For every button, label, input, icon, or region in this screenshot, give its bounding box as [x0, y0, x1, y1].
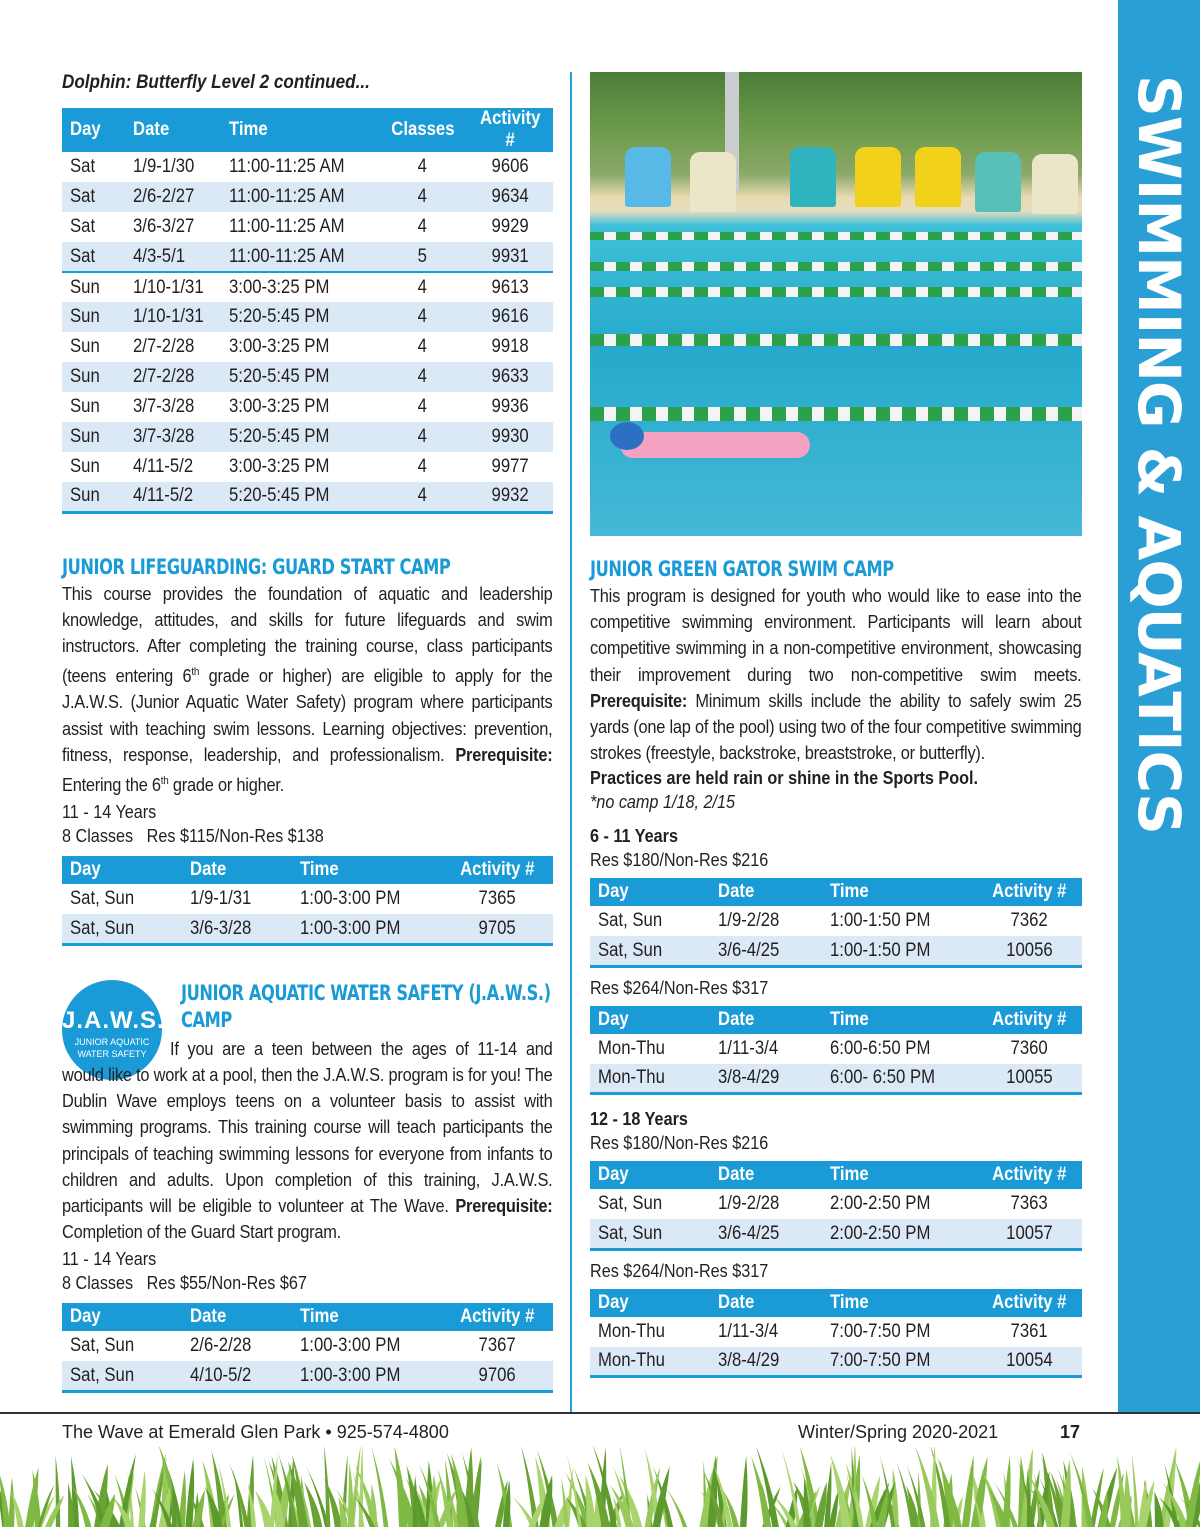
table-cell: 7367: [478, 1335, 517, 1357]
column-divider: [570, 72, 572, 1412]
table-cell: 5:20-5:45 PM: [221, 302, 378, 332]
table-cell: 3/7-3/28: [125, 422, 221, 452]
table-cell: 1:00-1:50 PM: [830, 910, 931, 932]
column-header: Activity #: [442, 856, 553, 884]
gator-no-camp: *no camp 1/18, 2/15: [590, 792, 736, 813]
column-header: Day: [590, 878, 710, 906]
table-cell: 1:00-1:50 PM: [822, 936, 977, 966]
table-cell: 7:00-7:50 PM: [830, 1320, 931, 1342]
table-row: [62, 302, 553, 332]
gator-group2-table-a: [590, 1161, 1082, 1251]
jaws-logo: J.A.W.S. JUNIOR AQUATIC WATER SAFETY: [62, 980, 162, 1080]
table-cell: 9634: [467, 182, 553, 212]
column-header: Day: [590, 1161, 710, 1189]
table-cell: Sat, Sun: [62, 1361, 182, 1391]
table-row: [62, 422, 553, 452]
table-cell: 2/7-2/28: [133, 336, 195, 357]
table-cell: 1/10-1/31: [125, 302, 221, 332]
table-cell: 4: [379, 422, 467, 452]
jaws-description: If you are a teen between the ages of 11-14 and would like to work at a pool, then the J.A.W.S. program is for you! The Dublin Wave employs teens on a volunteer basis to assist with swimming programs. This training course will teach participants the principals of teaching swimming lessons for everyone from infants to children and adults. Upon completion of this training, J.A.W.S. participants will be eligible to volunteer at The Wave. Prerequisite: Completion of the Guard Start program.: [62, 1038, 553, 1243]
table-cell: 4: [417, 156, 428, 177]
table-row: [590, 1034, 1082, 1064]
table-header-row: [590, 1006, 1082, 1034]
gator-title: JUNIOR GREEN GATOR SWIM CAMP: [590, 557, 894, 581]
table-cell: 4: [379, 182, 467, 212]
footer-rule: [0, 1412, 1200, 1414]
column-header: Date: [182, 1303, 292, 1331]
footer-season: Winter/Spring 2020-2021: [798, 1422, 999, 1442]
right-column: [590, 72, 1082, 1378]
table-row: [62, 482, 553, 512]
table-cell: 9936: [491, 396, 529, 417]
column-header: Time: [822, 1006, 977, 1034]
column-header: Activity #: [977, 1006, 1082, 1034]
table-cell: 2/6-2/28: [190, 1335, 252, 1357]
table-cell: 1/11-3/4: [718, 1320, 779, 1342]
table-cell: 1/9-2/28: [718, 1193, 780, 1215]
table-row: [590, 1064, 1082, 1094]
table-row: [62, 362, 553, 392]
table-cell: Sun: [70, 336, 100, 357]
table-cell: Sat, Sun: [598, 1193, 663, 1215]
footer-venue: The Wave at Emerald Glen Park • 925-574-4800: [62, 1422, 449, 1442]
table-header-row: [62, 856, 553, 884]
table-cell: Mon-Thu: [590, 1347, 710, 1377]
left-column: [62, 70, 553, 1393]
column-header: Date: [710, 878, 822, 906]
table-cell: 6:00- 6:50 PM: [822, 1064, 977, 1094]
jaws-fees: 8 Classes Res $55/Non-Res $67: [62, 1273, 307, 1294]
table-cell: 5:20-5:45 PM: [221, 482, 378, 512]
gator-group2-fee-a: Res $180/Non-Res $216: [590, 1133, 769, 1154]
table-row: [62, 152, 553, 182]
table-row: [62, 272, 553, 302]
table-cell: 9616: [467, 302, 553, 332]
table-cell: 9930: [467, 422, 553, 452]
table-cell: 9932: [467, 482, 553, 512]
table-cell: 3/6-3/27: [133, 216, 195, 237]
table-header-row: [62, 1303, 553, 1331]
table-cell: Sat, Sun: [590, 936, 710, 966]
table-header-row: [590, 1161, 1082, 1189]
column-header: Classes: [379, 108, 467, 152]
column-header: Day: [62, 1303, 182, 1331]
column-header: Date: [710, 1161, 822, 1189]
table-cell: 4: [417, 396, 428, 417]
table-cell: Sun: [62, 482, 125, 512]
gator-group2-ages: 12 - 18 Years: [590, 1109, 688, 1130]
table-cell: 2/6-2/27: [125, 182, 221, 212]
table-cell: 4: [417, 456, 428, 477]
table-cell: Sun: [62, 302, 125, 332]
column-header: Time: [292, 1303, 442, 1331]
gator-description: This program is designed for youth who would like to ease into the competitive swimming environment. Participants will learn about competitive swimming in a non-competitive environment, showcasing their improvement during two non-competitive swim meets. Prerequisite: Minimum skills include the ability to safely swim 25 yards (one lap of the pool) using two of the four competitive swimming strokes (freestyle, backstroke, breaststroke, or butterfly).: [590, 586, 1082, 764]
table-row: [62, 452, 553, 482]
table-cell: Mon-Thu: [598, 1037, 665, 1059]
grass-decoration: [0, 1447, 1200, 1527]
column-header: Day: [62, 108, 125, 152]
table-cell: 4/11-5/2: [125, 482, 221, 512]
table-cell: 9633: [467, 362, 553, 392]
lifeguard-fees: 8 Classes Res $115/Non-Res $138: [62, 826, 324, 847]
table-cell: 3:00-3:25 PM: [229, 456, 330, 477]
table-cell: 1:00-3:00 PM: [292, 1361, 442, 1391]
table-row: [62, 1361, 553, 1391]
table-cell: 1/11-3/4: [718, 1037, 779, 1059]
table-cell: Sat: [70, 156, 96, 177]
table-cell: 1/9-1/31: [190, 888, 252, 910]
table-cell: 9929: [491, 216, 529, 237]
table-cell: 7361: [1010, 1320, 1049, 1342]
column-header: Activity #: [442, 1303, 553, 1331]
column-header: Time: [292, 856, 442, 884]
table-row: [590, 1317, 1082, 1347]
table-cell: 2:00-2:50 PM: [822, 1219, 977, 1249]
jaws-title-line-1: JUNIOR AQUATIC WATER SAFETY (J.A.W.S.): [181, 980, 551, 1005]
table-cell: 7360: [1010, 1037, 1049, 1059]
table-cell: 9977: [491, 456, 529, 477]
table-row: [62, 212, 553, 242]
table-cell: 7365: [478, 888, 517, 910]
table-row: [590, 1189, 1082, 1219]
table-cell: Sat, Sun: [70, 888, 135, 910]
table-cell: 3/6-4/25: [710, 1219, 822, 1249]
pool-photo: [590, 72, 1082, 536]
table-cell: 10054: [977, 1347, 1082, 1377]
table-cell: 3/6-4/25: [710, 936, 822, 966]
table-cell: 11:00-11:25 AM: [221, 182, 378, 212]
table-cell: 4/10-5/2: [182, 1361, 292, 1391]
table-cell: Sat, Sun: [62, 914, 182, 944]
column-header: Day: [590, 1289, 710, 1317]
table-cell: Sat: [70, 216, 96, 237]
column-header: Day: [590, 1006, 710, 1034]
table-cell: 9706: [442, 1361, 553, 1391]
column-header: Date: [182, 856, 292, 884]
table-cell: 4/3-5/1: [125, 242, 221, 272]
table-cell: 4: [379, 272, 467, 302]
gator-group1-table-a: [590, 878, 1082, 968]
table-cell: 4: [379, 482, 467, 512]
table-cell: 3:00-3:25 PM: [221, 272, 378, 302]
column-header: Activity #: [977, 1289, 1082, 1317]
table-cell: Sat: [62, 242, 125, 272]
jaws-title-line-2: CAMP: [181, 1007, 232, 1032]
column-header: Activity #: [467, 108, 553, 152]
lifeguard-title: JUNIOR LIFEGUARDING: GUARD START CAMP: [62, 554, 451, 579]
table-cell: Sat, Sun: [598, 910, 663, 932]
table-cell: 11:00-11:25 AM: [221, 242, 378, 272]
lifeguard-schedule-table: [62, 856, 553, 946]
column-header: Date: [710, 1289, 822, 1317]
table-cell: 2:00-2:50 PM: [830, 1193, 931, 1215]
gator-group1-ages: 6 - 11 Years: [590, 826, 678, 847]
table-cell: 3/6-3/28: [182, 914, 292, 944]
column-header: Time: [221, 108, 378, 152]
table-header-row: [590, 1289, 1082, 1317]
table-cell: Sat: [62, 182, 125, 212]
table-cell: 5:20-5:45 PM: [221, 422, 378, 452]
column-header: Date: [710, 1006, 822, 1034]
table-cell: Mon-Thu: [590, 1064, 710, 1094]
table-cell: 1:00-3:00 PM: [300, 1335, 401, 1357]
table-cell: 11:00-11:25 AM: [229, 216, 346, 237]
table-cell: 3/8-4/29: [710, 1347, 822, 1377]
column-header: Time: [822, 878, 977, 906]
table-row: [62, 332, 553, 362]
gator-group1-table-b: [590, 1006, 1082, 1096]
column-header: Date: [125, 108, 221, 152]
continued-heading: Dolphin: Butterfly Level 2 continued...: [62, 72, 370, 93]
table-row: [62, 914, 553, 944]
jaws-section: [62, 980, 553, 1393]
table-cell: Sun: [62, 362, 125, 392]
table-cell: 4: [379, 362, 467, 392]
table-cell: 5:20-5:45 PM: [221, 362, 378, 392]
table-cell: Mon-Thu: [598, 1320, 665, 1342]
table-cell: 9705: [442, 914, 553, 944]
table-cell: 1/9-1/30: [133, 156, 195, 177]
table-cell: 4/11-5/2: [133, 456, 194, 477]
table-cell: 10057: [977, 1219, 1082, 1249]
table-cell: Sun: [70, 456, 100, 477]
table-cell: 2/7-2/28: [125, 362, 221, 392]
table-cell: Sun: [62, 422, 125, 452]
table-cell: Sat, Sun: [70, 1335, 135, 1357]
table-cell: 3:00-3:25 PM: [229, 396, 330, 417]
table-cell: 3/8-4/29: [710, 1064, 822, 1094]
table-row: [62, 884, 553, 914]
table-cell: 1/9-2/28: [718, 910, 780, 932]
column-header: Time: [822, 1289, 977, 1317]
table-header-row: [590, 878, 1082, 906]
table-cell: 10055: [977, 1064, 1082, 1094]
section-side-title: SWIMMING & AQUATICS: [1125, 75, 1193, 834]
gator-group1-fee-b: Res $264/Non-Res $317: [590, 977, 769, 998]
table-cell: 9606: [491, 156, 529, 177]
table-cell: 4: [379, 302, 467, 332]
table-cell: 4: [417, 336, 428, 357]
table-cell: 1:00-3:00 PM: [292, 914, 442, 944]
table-row: [62, 392, 553, 422]
table-cell: 10056: [977, 936, 1082, 966]
table-row: [590, 906, 1082, 936]
table-cell: 3:00-3:25 PM: [229, 336, 330, 357]
table-cell: 7363: [1010, 1193, 1049, 1215]
column-header: Time: [822, 1161, 977, 1189]
table-row: [590, 936, 1082, 966]
table-cell: 7362: [1010, 910, 1049, 932]
table-row: [62, 1331, 553, 1361]
table-cell: 4: [417, 216, 428, 237]
table-cell: 3/7-3/28: [133, 396, 195, 417]
gator-group2-table-b: [590, 1289, 1082, 1379]
table-header-row: [62, 108, 553, 152]
table-cell: 9918: [491, 336, 529, 357]
gator-group1-fee-a: Res $180/Non-Res $216: [590, 850, 769, 871]
table-cell: 1/10-1/31: [125, 272, 221, 302]
gator-practice-note: Practices are held rain or shine in the Sports Pool.: [590, 768, 979, 789]
column-header: Activity #: [977, 1161, 1082, 1189]
table-row: [590, 1219, 1082, 1249]
lifeguard-description: This course provides the foundation of aquatic and leadership knowledge, attitudes, and skills for future lifeguards and swim instructors. After completing the training course, class participants (teens entering 6th grade or higher) are eligible to apply for the J.A.W.S. (Junior Aquatic Water Safety) program where participants assist with teaching swim lessons. Learning objectives: prevention, fitness, response, leadership, and professionalism. Prerequisite: Entering the 6th grade or higher.: [62, 583, 553, 796]
table-cell: Sat, Sun: [590, 1219, 710, 1249]
table-cell: 6:00-6:50 PM: [830, 1037, 931, 1059]
column-header: Activity #: [977, 878, 1082, 906]
gator-group2-fee-b: Res $264/Non-Res $317: [590, 1260, 769, 1281]
table-cell: Sun: [70, 396, 100, 417]
page-number: 17: [1060, 1422, 1081, 1442]
table-row: [62, 242, 553, 272]
table-cell: 7:00-7:50 PM: [822, 1347, 977, 1377]
table-cell: 9613: [467, 272, 553, 302]
jaws-schedule-table: [62, 1303, 553, 1393]
table-row: [590, 1347, 1082, 1377]
table-cell: 9931: [467, 242, 553, 272]
table-cell: 5: [379, 242, 467, 272]
jaws-ages: 11 - 14 Years: [62, 1249, 157, 1270]
lifeguard-ages: 11 - 14 Years: [62, 802, 157, 823]
table-cell: Sun: [62, 272, 125, 302]
table-cell: 1:00-3:00 PM: [300, 888, 401, 910]
table-row: [62, 182, 553, 212]
table-cell: 11:00-11:25 AM: [229, 156, 346, 177]
column-header: Day: [62, 856, 182, 884]
dolphin-schedule-table: [62, 108, 553, 514]
